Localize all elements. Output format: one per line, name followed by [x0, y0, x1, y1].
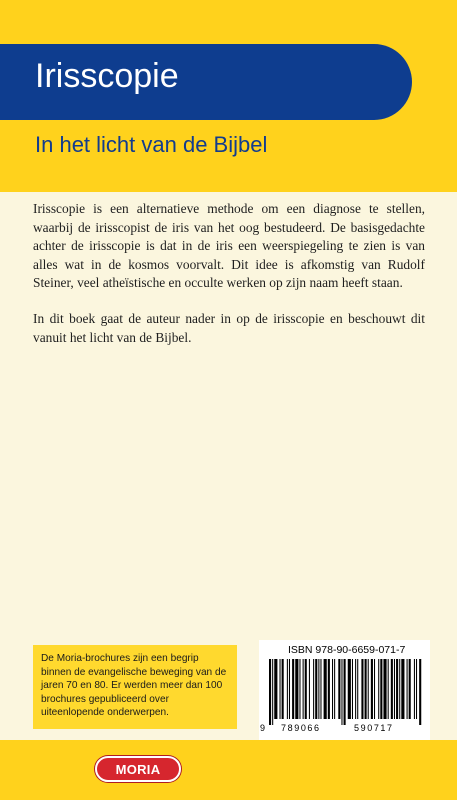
series-note-box: De Moria-brochures zijn een begrip binnen de evangelische beweging van de jaren 70 en 80. Er werden meer dan 100 brochures gepubliceerd over uiteenlopende onderwerpen. — [33, 645, 237, 729]
bottom-yellow-band — [0, 740, 457, 800]
description-paragraph-2: In dit boek gaat de auteur nader in op de irisscopie en beschouwt dit vanuit het licht van de Bijbel. — [33, 310, 425, 345]
description-paragraph-1: Irisscopie is een alternatieve methode om een diagnose te stellen, waarbij de irisscopist de iris van het oog bestudeerd. De basisgedachte achter de irisscopie is dat in de iris een weerspiegeling te zien is van alles wat in de kosmos voorvalt. Dit idee is afkomstig van Rudolf Steiner, veel atheïstische en occulte werken op zijn naam heeft staan. — [33, 201, 425, 291]
book-subtitle: In het licht van de Bijbel — [35, 132, 268, 157]
barcode-box — [259, 640, 430, 740]
barcode-digit-prefix: 9 — [260, 723, 266, 733]
description-text — [33, 200, 425, 364]
barcode-icon — [265, 659, 425, 725]
barcode-digits-left: 789066 — [281, 723, 321, 733]
barcode-digits-right: 590717 — [354, 723, 394, 733]
book-title: Irisscopie — [35, 57, 179, 95]
publisher-name: MORIA — [115, 761, 161, 777]
isbn-label: ISBN 978-90-6659-071-7 — [288, 644, 406, 656]
publisher-logo — [95, 756, 181, 782]
